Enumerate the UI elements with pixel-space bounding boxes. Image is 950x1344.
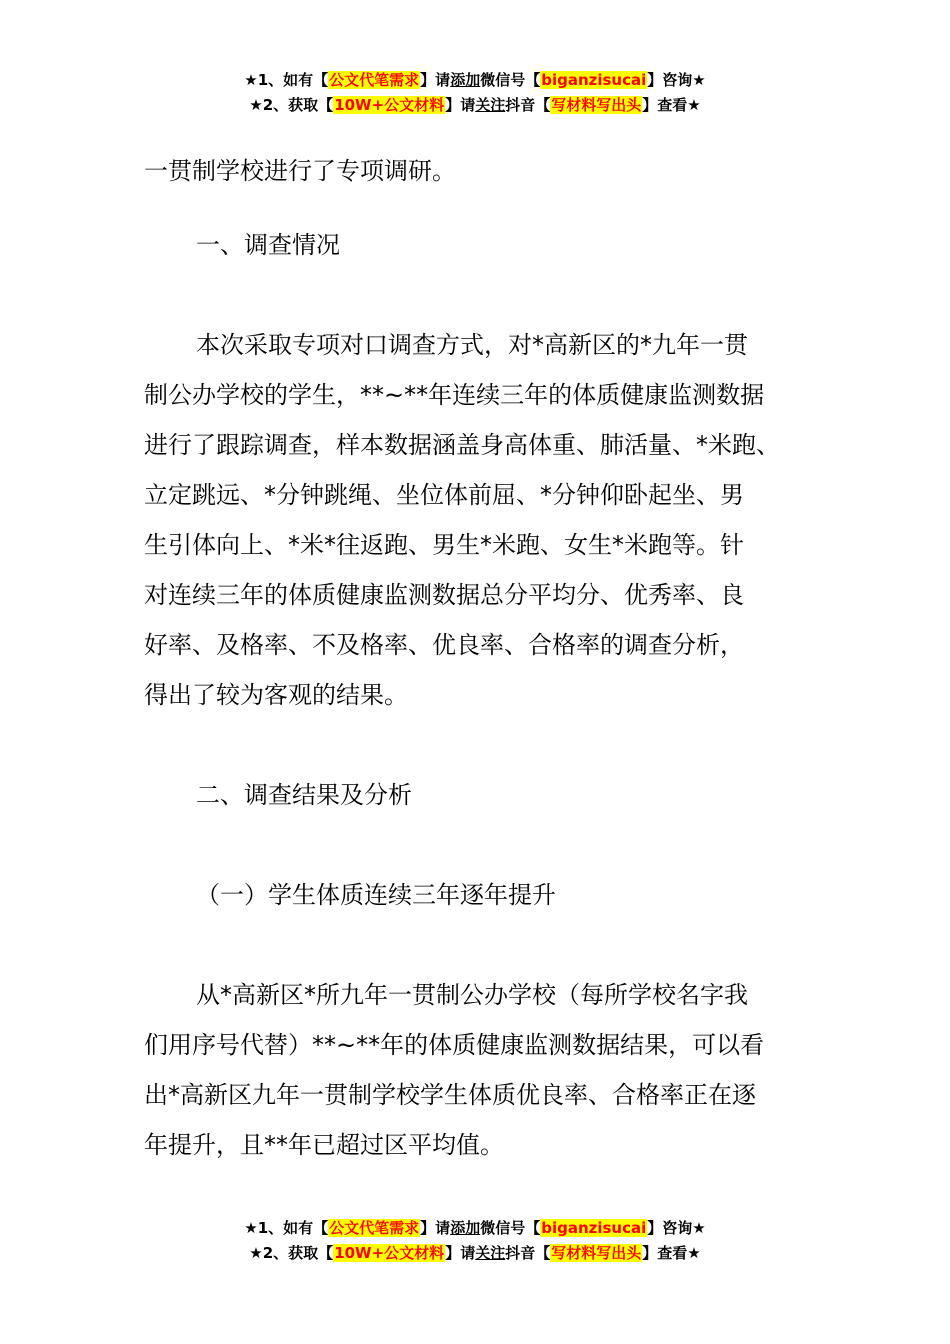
document-body [144,220,824,1170]
footer-highlight-materials: 10W+公文材料 [334,1244,445,1262]
text-line: 进行了跟踪调查，样本数据涵盖身高体重、肺活量、*米跑、 [144,431,780,459]
header-highlight-wechat: biganzisucai [541,71,647,89]
header-banner-line-2: ★2、获取【10W+公文材料】请关注抖音【写材料写出头】查看★ [249,96,701,114]
text-line: 好率、及格率、不及格率、优良率、合格率的调查分析， [144,631,744,659]
footer-highlight-service: 公文代笔需求 [329,1219,420,1237]
text-line: 本次采取专项对口调查方式，对*高新区的*九年一贯 [196,331,748,359]
text-line: 得出了较为客观的结果。 [144,681,408,709]
text-line: 生引体向上、*米*往返跑、男生*米跑、女生*米跑等。针 [144,531,744,559]
header-highlight-materials: 10W+公文材料 [334,96,445,114]
footer-highlight-douyin: 写材料写出头 [551,1244,642,1262]
text-line: 立定跳远、*分钟跳绳、坐位体前屈、*分钟仰卧起坐、男 [144,481,744,509]
header-banner [0,68,950,118]
footer-banner-line-1: ★1、如有【公文代笔需求】请添加微信号【biganzisucai】咨询★ [244,1219,706,1237]
header-highlight-douyin: 写材料写出头 [551,96,642,114]
paragraph-survey-method [144,320,824,720]
text-line: 制公办学校的学生，**~**年连续三年的体质健康监测数据 [144,381,765,409]
text-line: 出*高新区九年一贯制学校学生体质优良率、合格率正在逐 [144,1081,756,1109]
paragraph-fitness-results [144,970,824,1170]
footer-banner [0,1216,950,1266]
footer-banner-line-2: ★2、获取【10W+公文材料】请关注抖音【写材料写出头】查看★ [249,1244,701,1262]
heading-survey-overview: 一、调查情况 [196,231,340,259]
text-line: 们用序号代替）**~**年的体质健康监测数据结果，可以看 [144,1031,765,1059]
heading-results-analysis: 二、调查结果及分析 [196,781,412,809]
subheading-fitness-improvement: （一）学生体质连续三年逐年提升 [196,881,556,909]
text-line: 对连续三年的体质健康监测数据总分平均分、优秀率、良 [144,581,744,609]
footer-highlight-wechat: biganzisucai [541,1219,647,1237]
header-banner-line-1: ★1、如有【公文代笔需求】请添加微信号【biganzisucai】咨询★ [244,71,706,89]
text-line: 从*高新区*所九年一贯制公办学校（每所学校名字我 [196,981,748,1009]
text-line: 年提升，且**年已超过区平均值。 [144,1131,504,1159]
header-highlight-service: 公文代笔需求 [329,71,420,89]
paragraph-continuation: 一贯制学校进行了专项调研。 [144,157,456,185]
